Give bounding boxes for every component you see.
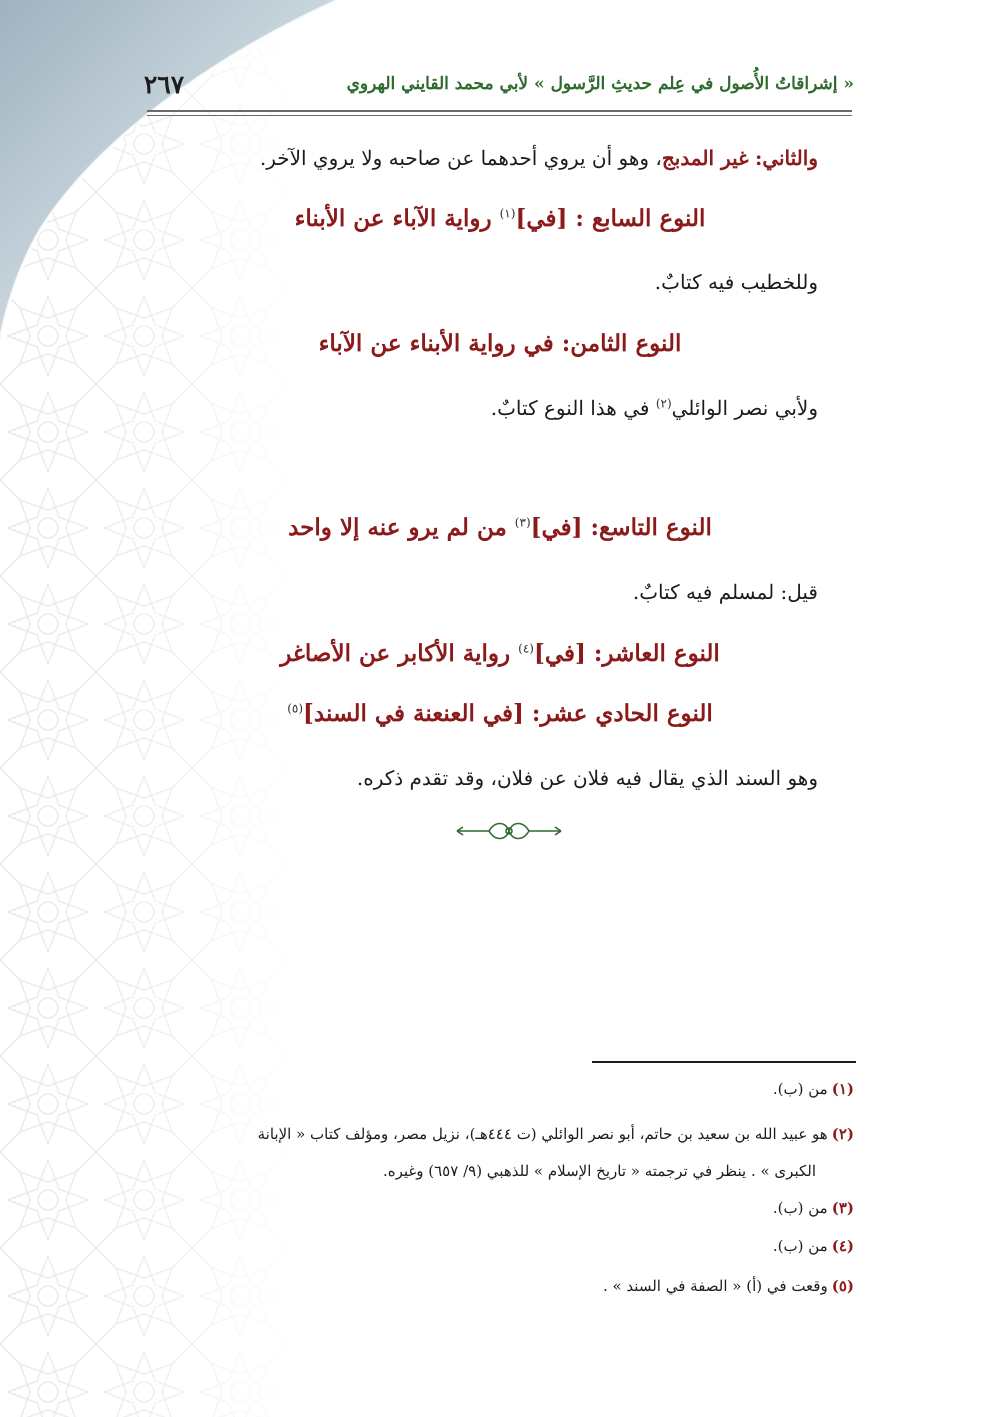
line3-part-a: ولأبي نصر الوائلي (671, 396, 818, 420)
body-line-khatib: وللخطيب فيه كتابٌ. (654, 270, 818, 294)
footnote-ref-5[interactable]: (٥) (287, 701, 304, 716)
header-rule-thin (147, 115, 852, 116)
footnote-text: هو عبيد الله بن سعيد بن حاتم، أبو نصر الوائلي (ت ٤٤٤هـ)، نزيل مصر، ومؤلف كتاب « الإبانة (257, 1125, 828, 1143)
line3-part-b: في هذا النوع كتابٌ. (490, 396, 656, 420)
heading-10-part-a: النوع العاشر: [في] (533, 640, 720, 667)
footnote-5 (144, 1277, 854, 1295)
heading-11-text: النوع الحادي عشر: [في العنعنة في السند] (303, 700, 713, 727)
footnote-4 (144, 1237, 854, 1255)
footnote-1 (144, 1080, 854, 1098)
footnote-ref-1[interactable]: (١) (499, 206, 516, 221)
footnote-text: من (ب). (772, 1199, 828, 1217)
heading-type-10 (150, 640, 850, 667)
body-line-waili (168, 396, 818, 420)
footnote-text: من (ب). (772, 1080, 828, 1098)
body-line-second-type (168, 146, 818, 170)
footnote-3 (144, 1199, 854, 1217)
footnote-ref-2[interactable]: (٢) (655, 396, 672, 411)
footnote-number: (٤) (831, 1237, 854, 1255)
term-ghayr-mudabbaj: غير المدبج (661, 146, 749, 170)
heading-type-8: النوع الثامن: في رواية الأبناء عن الآباء (318, 330, 682, 357)
footnote-2-continued: الكبرى » . ينظر في ترجمته « تاريخ الإسلام » للذهبي (٩/ ٦٥٧) وغيره. (382, 1162, 816, 1180)
footnote-rule (592, 1061, 856, 1063)
footnote-text: من (ب). (772, 1237, 828, 1255)
body-line-muslim: قيل: لمسلم فيه كتابٌ. (632, 580, 818, 604)
floral-divider-icon (455, 818, 563, 844)
body-line-anana: وهو السند الذي يقال فيه فلان عن فلان، وقد تقدم ذكره. (356, 766, 818, 790)
running-title: « إشراقاتُ الأُصول في عِلم حديثِ الرَّسول » لأبي محمد القايني الهروي (346, 74, 854, 94)
page-number: ٢٦٧ (143, 70, 185, 99)
heading-type-9 (150, 514, 850, 541)
heading-type-7 (150, 205, 850, 232)
footnote-number: (٥) (831, 1277, 854, 1295)
heading-9-part-b: من لم يرو عنه إلا واحد (288, 514, 515, 541)
heading-7-part-a: النوع السابع : [في] (515, 205, 706, 232)
footnote-ref-4[interactable]: (٤) (518, 641, 534, 656)
footnote-2 (144, 1125, 854, 1143)
header-rule (147, 110, 852, 112)
heading-10-part-b: رواية الأكابر عن الأصاغر (280, 640, 519, 667)
footnote-ref-3[interactable]: (٣) (514, 515, 531, 530)
line1-rest: ، وهو أن يروي أحدهما عن صاحبه ولا يروي الآخر. (259, 146, 662, 170)
heading-type-11 (150, 700, 850, 727)
footnote-number: (١) (831, 1080, 854, 1098)
heading-7-part-b: رواية الآباء عن الأبناء (294, 205, 500, 232)
label-second: والثاني: (754, 146, 818, 170)
footnote-number: (٢) (831, 1125, 854, 1143)
footnote-text: وقعت في (أ) « الصفة في السند » . (602, 1277, 828, 1295)
footnote-number: (٣) (831, 1199, 854, 1217)
heading-9-part-a: النوع التاسع: [في] (530, 514, 712, 541)
